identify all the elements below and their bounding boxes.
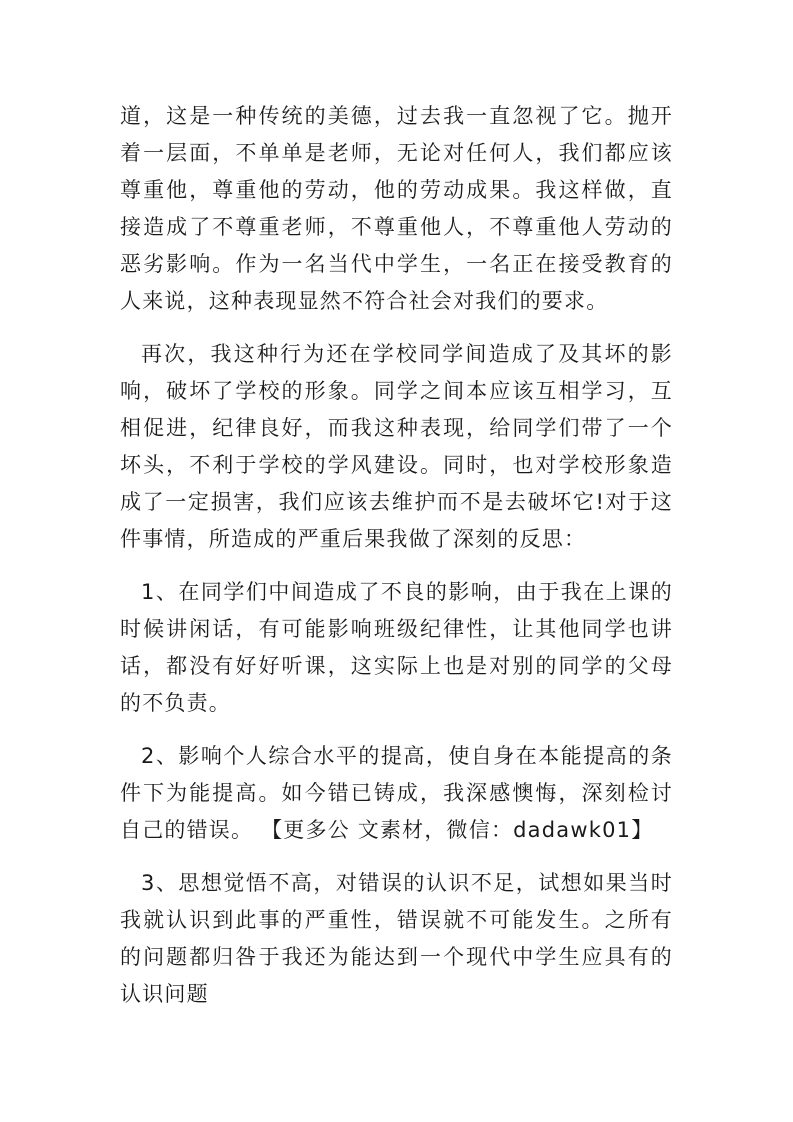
document-body (120, 98, 673, 1013)
paragraph-1: 道，这是一种传统的美德，过去我一直忽视了它。抛开着一层面，不单单是老师，无论对任何人，我们都应该尊重他，尊重他的劳动，他的劳动成果。我这样做，直接造成了不尊重老师，不尊重他人，不尊重他人劳动的恶劣影响。作为一名当代中学生，一名正在接受教育的人来说，这种表现显然不符合社会对我们的要求。 (120, 104, 673, 313)
paragraph-4: 2、影响个人综合水平的提高，使自身在本能提高的条件下为能提高。如今错已铸成，我深感懊悔，深刻检讨自己的错误。 【更多公 文素材，微信：dadawk01】 (120, 744, 673, 842)
paragraph-3: 1、在同学们中间造成了不良的影响，由于我在上课的时候讲闲话，有可能影响班级纪律性，让其他同学也讲话，都没有好好听课，这实际上也是对别的同学的父母的不负责。 (120, 580, 673, 715)
paragraph-5: 3、思想觉悟不高，对错误的认识不足，试想如果当时我就认识到此事的严重性，错误就不可能发生。之所有的问题都归咎于我还为能达到一个现代中学生应具有的认识问题 (120, 871, 673, 1006)
paragraph-2: 再次，我这种行为还在学校同学间造成了及其坏的影响，破坏了学校的形象。同学之间本应该互相学习，互相促进，纪律良好，而我这种表现，给同学们带了一个坏头，不利于学校的学风建设。同时，也对学校形象造成了一定损害，我们应该去维护而不是去破坏它!对于这件事情，所造成的严重后果我做了深刻的反思： (120, 342, 673, 551)
